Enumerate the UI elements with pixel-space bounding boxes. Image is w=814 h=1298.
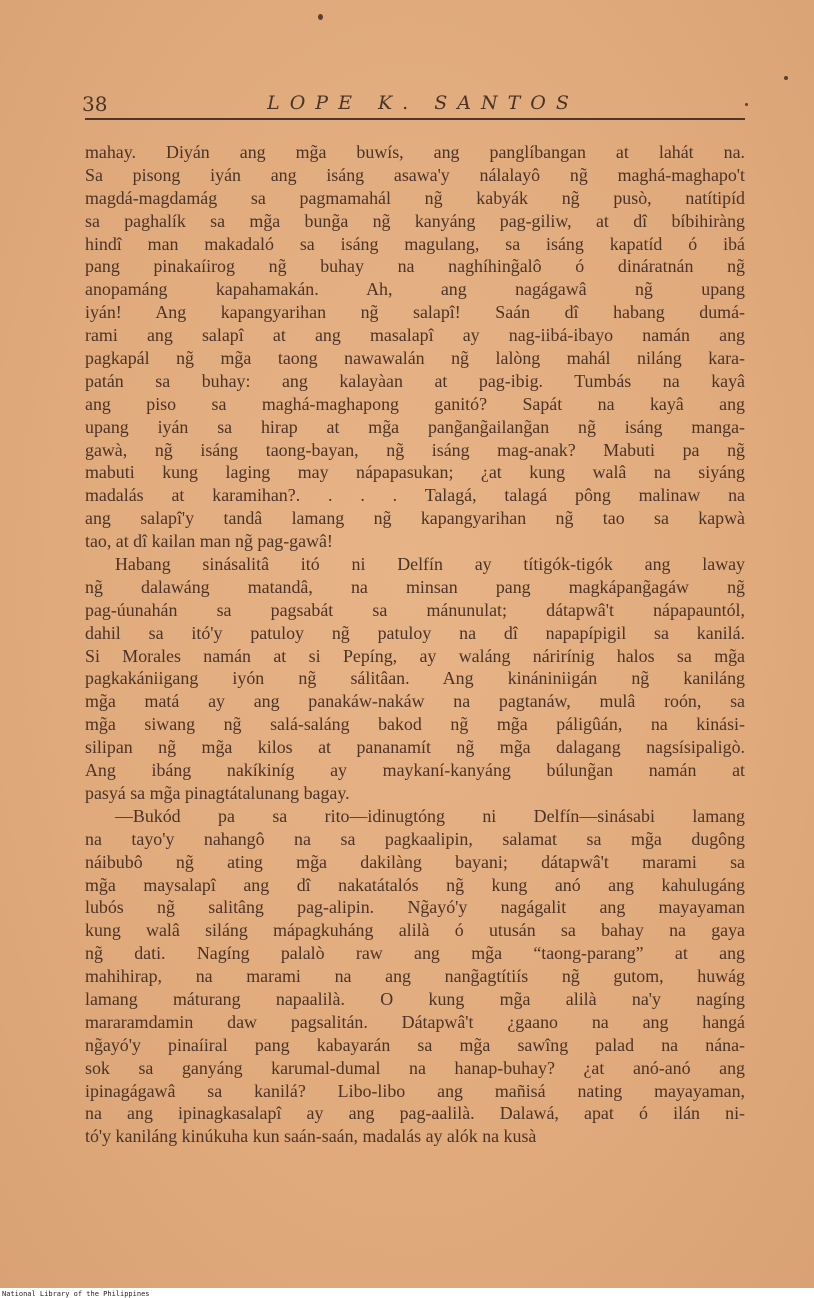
text-line: pagkakániigang iyón ng̃ sálitâan. Ang kinániniigán ng̃ kaniláng <box>85 668 745 689</box>
text-line: tó'y kaniláng kinúkuha kun saán-saán, madalás ay alók na kusà <box>85 1126 537 1147</box>
text-line: mararamdamin daw pagsalitán. Dátapwâ't ¿gaano na ang hangá <box>85 1011 745 1032</box>
text-line: mg̃a siwang ng̃ salá-saláng bakod ng̃ mg̃a páligûán, na kinási- <box>85 714 745 735</box>
text-line: upang iyán sa hirap at mg̃a pang̃ang̃ailang̃an ng̃ isáng manga- <box>85 416 745 437</box>
text-line: hindî man makadaló sa isáng magulang, sa isáng kapatíd ó ibá <box>85 233 745 254</box>
text-line: náibubô ng̃ ating mg̃a dakilàng bayani; dátapwâ't marami sa <box>85 851 745 872</box>
text-line: pagkapál ng̃ mg̃a taong nawawalán ng̃ lalòng mahál niláng kara- <box>85 348 745 369</box>
text-line: patán sa buhay: ang kalayàan at pag-ibig. Tumbás na kayâ <box>85 370 745 391</box>
text-line: mahay. Diyán ang mg̃a buwís, ang panglíbangan at lahát na. <box>85 142 745 162</box>
text-line: mahihirap, na marami na ang nang̃agtítiís ng̃ gutom, huwág <box>85 966 745 987</box>
text-line: Habang sinásalitâ itó ni Delfín ay títigók-tigók ang laway <box>115 554 745 575</box>
text-line: —Bukód pa sa rito—idinugtóng ni Delfín—sinásabi lamang <box>115 805 745 826</box>
text-line: Si Morales namán at si Pepíng, ay waláng nárirínig halos sa mg̃a <box>85 645 745 666</box>
text-line: na tayo'y nahangô na sa pagkaalipin, salamat sa mg̃a dugông <box>85 828 745 849</box>
text-line: ng̃ dati. Nagíng palalò raw ang mg̃a “taong-parang” at ang <box>85 943 745 964</box>
text-line: mabuti kung laging may nápapasukan; ¿at kung walâ na siyáng <box>85 462 745 483</box>
text-line: magdá-magdamág sa pagmamahál ng̃ kabyák ng̃ pusò, natítipíd <box>85 187 745 208</box>
text-line: sa paghalík sa mg̃a bung̃a ng̃ kanyáng pag-giliw, at dî bíbihiràng <box>85 210 745 231</box>
text-line: ang piso sa maghá-maghapong ganitó? Sapát na kayâ ang <box>85 393 745 414</box>
paragraph <box>85 553 745 805</box>
library-credit: National Library of the Philippines <box>2 1290 150 1298</box>
text-line: ng̃ayó'y pinaíiral pang kabayarán sa mg̃a sawîng palad na nána- <box>85 1034 745 1055</box>
text-line: dahil sa itó'y patuloy ng̃ patuloy na dî napapípigil sa kanilá. <box>85 622 745 643</box>
text-line: rami ang salapî at ang masalapî ay nag-iibá-ibayo namán ang <box>85 325 745 346</box>
text-line: madalás at karamihan?. . . . Talagá, talagá pông malinaw na <box>85 485 745 506</box>
text-line: pang pinakaíirog ng̃ buhay na naghíhing̃alô ó dináratnán ng̃ <box>85 256 745 277</box>
text-line: mg̃a maysalapî ang dî nakatátalós ng̃ kung anó ang kahulugáng <box>85 874 745 895</box>
text-line: silipan ng̃ mg̃a kilos at pananamít ng̃ mg̃a dalagang nagsísipaligò. <box>85 737 745 758</box>
text-line: ang salapî'y tandâ lamang ng̃ kapangyarihan ng̃ tao sa kapwà <box>85 508 745 529</box>
paragraph <box>85 141 745 553</box>
page-header <box>82 92 732 120</box>
text-line: iyán! Ang kapangyarihan ng̃ salapî! Saán dî habang dumá- <box>85 302 745 323</box>
text-line: sok sa ganyáng karumal-dumal na hanap-buhay? ¿at anó-anó ang <box>85 1057 745 1078</box>
ink-speck <box>745 103 748 106</box>
text-line: Ang ibáng nakíkiníg ay maykaní-kanyáng búlung̃an namán at <box>85 760 745 781</box>
header-rule <box>85 118 745 120</box>
text-line: ipinagágawâ sa kanilá? Libo-libo ang mañisá nating mayayaman, <box>85 1080 745 1101</box>
text-line: kung walâ siláng mápagkuháng alilà ó utusán sa bahay na gaya <box>85 920 745 941</box>
text-line: pasyá sa mg̃a pinagtátalunang bagay. <box>85 782 350 803</box>
text-line: anopamáng kapahamakán. Ah, ang nagágawâ ng̃ upang <box>85 279 745 300</box>
paragraph <box>85 805 745 1148</box>
ink-speck <box>318 14 323 20</box>
page-number: 38 <box>82 92 108 116</box>
body-text <box>85 141 745 1148</box>
ink-speck <box>784 76 788 80</box>
running-head: LOPE K. SANTOS <box>267 92 579 114</box>
text-line: lubós ng̃ salitâng pag-alipin. Ng̃ayó'y nagágalit ang mayayaman <box>85 897 745 918</box>
text-line: mg̃a matá ay ang panakáw-nakáw na pagtanáw, mulâ roón, sa <box>85 691 745 712</box>
text-line: pag-úunahán sa pagsabát sa mánunulat; dátapwâ't nápapauntól, <box>85 599 745 620</box>
text-line: na ang ipinagkasalapî ay ang pag-aalilà. Dalawá, apat ó ilán ni- <box>85 1103 745 1124</box>
text-line: Sa pisong iyán ang isáng asawa'y nálalayô ng̃ maghá-maghapo't <box>85 164 745 185</box>
text-line: ng̃ dalawáng matandâ, na minsan pang magkápang̃agáw ng̃ <box>85 576 745 597</box>
text-line: lamang máturang napaalilà. O kung mg̃a alilà na'y nagíng <box>85 988 745 1009</box>
text-line: gawà, ng̃ isáng taong-bayan, ng̃ isáng mag-anak? Mabuti pa ng̃ <box>85 439 745 460</box>
text-line: tao, at dî kailan man ng̃ pag-gawâ! <box>85 531 333 552</box>
